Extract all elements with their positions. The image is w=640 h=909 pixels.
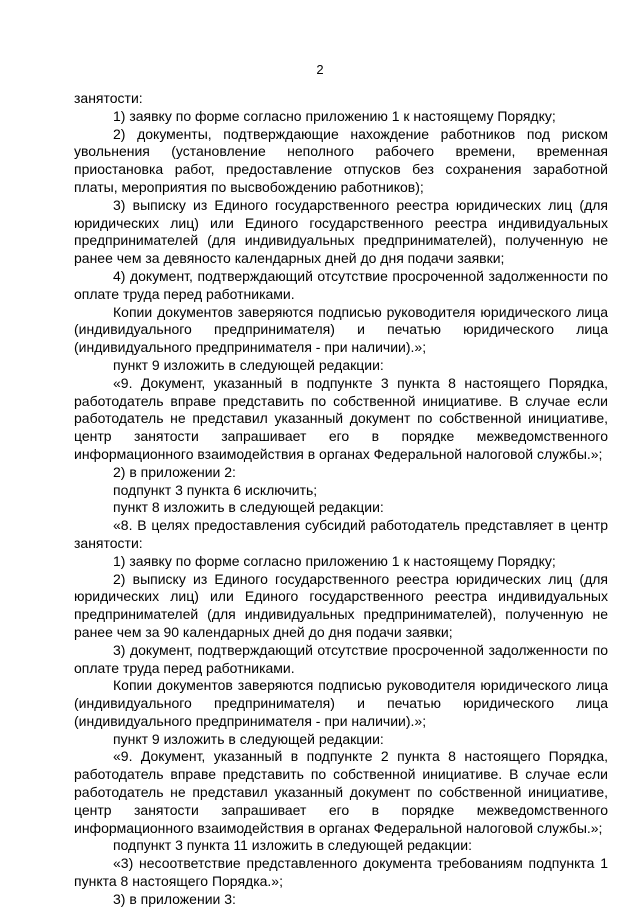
paragraph: подпункт 3 пункта 11 изложить в следующей редакции:	[113, 837, 472, 854]
paragraph: «9. Документ, указанный в подпункте 3 пункта 8 настоящего Порядка, работодатель вправе представить по собственной инициативе. В случае если работодатель не представил указанный документ по собственной инициативе, центр занятости запрашивает его в порядке межведомственного информационного взаимодействия в органах Федеральной налоговой службы.»;	[74, 374, 608, 462]
paragraph: «3) несоответствие представленного документа требованиям подпункта 1 пункта 8 настоящего Порядка.»;	[74, 855, 608, 890]
paragraph: пункт 8 изложить в следующей редакции:	[113, 499, 384, 516]
paragraph: пункт 9 изложить в следующей редакции:	[113, 730, 384, 747]
paragraph: 2) выписку из Единого государственного реестра юридических лиц (для юридических лиц) или Единого государственного реестра индивидуальных предпринимателей (для индивидуальных предпринимателей), полученную не ранее чем за 90 календарных дней до дня подачи заявки;	[74, 570, 608, 640]
paragraph: 3) выписку из Единого государственного реестра юридических лиц (для юридических лиц) или Единого государственного реестра индивидуальных предпринимателей (для индивидуальных предпринимателей), полученную не ранее чем за девяносто календарных дней до дня подачи заявки;	[74, 196, 608, 267]
paragraph: Копии документов заверяются подписью руководителя юридического лица (индивидуального предпринимателя) и печатью юридического лица (индивидуального предпринимателя - при наличии).»;	[74, 303, 608, 356]
paragraph: Копии документов заверяются подписью руководителя юридического лица (индивидуального предпринимателя) и печатью юридического лица (индивидуального предпринимателя - при наличии).»;	[74, 677, 608, 729]
paragraph: 4) документ, подтверждающий отсутствие просроченной задолженности по оплате труда перед работниками.	[74, 267, 608, 302]
paragraph: 1) заявку по форме согласно приложению 1 к настоящему Порядку;	[113, 107, 556, 124]
page-number: 2	[316, 62, 324, 77]
paragraph: 3) документ, подтверждающий отсутствие просроченной задолженности по оплате труда перед работниками.	[74, 641, 608, 676]
paragraph: 3) в приложении 3:	[113, 890, 236, 907]
paragraph: подпункт 3 пункта 6 исключить;	[113, 481, 318, 498]
paragraph: 2) документы, подтверждающие нахождение работников под риском увольнения (установление неполного рабочего времени, временная приостановка работ, предоставление отпусков без сохранения заработной платы, мероприятия по высвобождению работников);	[74, 125, 608, 195]
paragraph: пункт 9 изложить в следующей редакции:	[113, 356, 384, 373]
paragraph: «9. Документ, указанный в подпункте 2 пункта 8 настоящего Порядка, работодатель вправе представить по собственной инициативе. В случае если работодатель не представил указанный документ по собственной инициативе, центр занятости запрашивает его в порядке межведомственного информационного взаимодействия в органах Федеральной налоговой службы.»;	[74, 748, 608, 836]
paragraph: 2) в приложении 2:	[113, 463, 236, 480]
paragraph: 1) заявку по форме согласно приложению 1 к настоящему Порядку;	[113, 552, 556, 569]
document-body	[74, 90, 608, 909]
paragraph: «8. В целях предоставления субсидий работодатель представляет в центр занятости:	[74, 517, 608, 551]
paragraph: занятости:	[74, 90, 143, 106]
